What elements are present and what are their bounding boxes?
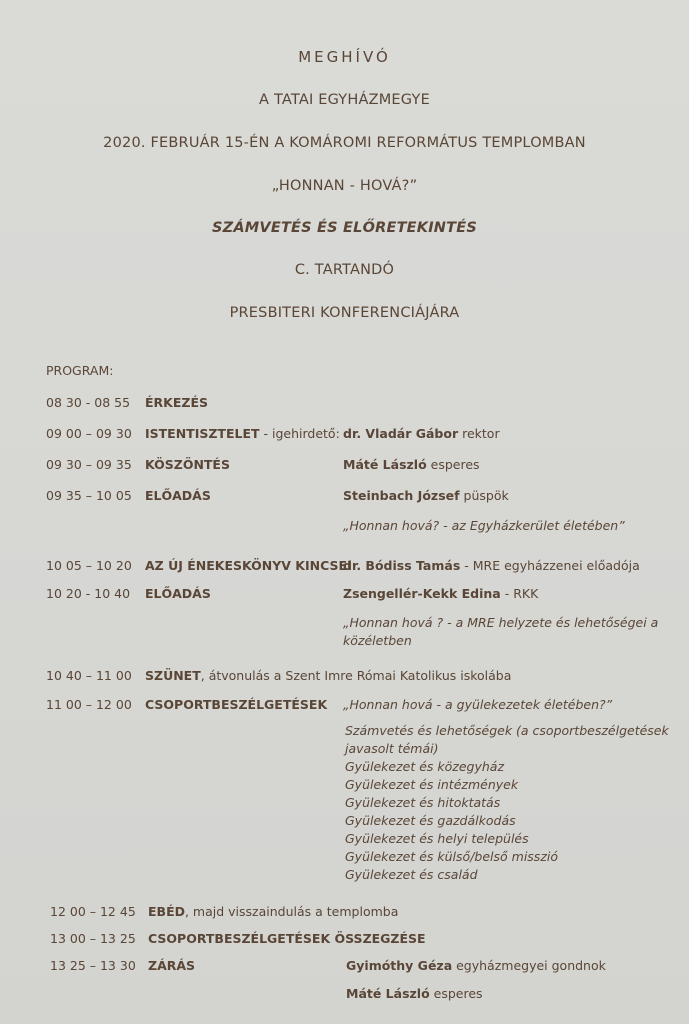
program-event: ÉRKEZÉS [145,395,208,410]
speaker-role: esperes [429,986,483,1001]
program-time: 12 00 – 12 45 [50,904,136,919]
program-event: ELŐADÁS [145,586,211,601]
speaker-name: Zsengellér-Kekk Edina [343,586,501,601]
header-line-2: 2020. FEBRUÁR 15-ÉN A KOMÁROMI REFORMÁTUS TEMPLOMBAN [103,135,586,151]
program-time: 09 30 – 09 35 [46,457,132,472]
program-event-suffix: - igehirdető: [259,426,340,441]
program-event [145,668,511,683]
conference-motto: „HONNAN - HOVÁ?” [271,178,418,194]
session-title: „Honnan hová - a gyülekezetek életében?” [343,697,613,712]
program-event: CSOPORTBESZÉLGETÉSEK [145,697,328,712]
program-time: 09 00 – 09 30 [46,426,132,441]
conference-subtitle: SZÁMVETÉS ÉS ELŐRETEKINTÉS [212,220,477,236]
header-line-6: PRESBITERI KONFERENCIÁJÁRA [229,305,460,321]
program-time: 11 00 – 12 00 [46,697,132,712]
program-label: PROGRAM: [46,363,114,378]
topic-item: Gyülekezet és helyi település [345,831,529,846]
speaker-role: püspök [459,488,509,503]
program-event-title: ISTENTISZTELET [145,426,260,441]
speaker-name: Máté László [343,457,427,472]
program-speaker [343,488,509,503]
group-topics [345,722,669,884]
speaker-name: Steinbach József [343,488,460,503]
program-time: 10 05 – 10 20 [46,558,132,573]
speaker-role: egyházmegyei gondnok [452,958,606,973]
invitation-title: MEGHÍVÓ [298,48,391,66]
topics-intro: Számvetés és lehetőségek (a csoportbeszélgetések [345,723,669,738]
header-line-5: C. TARTANDÓ [294,262,395,278]
lecture-title [343,614,658,650]
program-event [148,904,398,919]
speaker-role: rektor [458,426,500,441]
program-speaker [343,586,538,601]
lecture-title: „Honnan hová? - az Egyházkerület életében” [343,518,625,533]
program-time: 13 00 – 13 25 [50,931,136,946]
speaker-name: Gyimóthy Géza [346,958,453,973]
program-time: 10 20 - 10 40 [46,586,131,601]
program-event-title: SZÜNET [145,668,201,683]
lecture-title-line: „Honnan hová ? - a MRE helyzete és lehetőségei a [343,615,659,630]
program-time: 08 30 - 08 55 [46,395,131,410]
program-speaker [346,958,606,973]
speaker-name: dr. Bódiss Tamás [343,558,461,573]
topic-item: Gyülekezet és közegyház [345,759,505,774]
topic-item: Gyülekezet és gazdálkodás [345,813,516,828]
program-event: CSOPORTBESZÉLGETÉSEK ÖSSZEGZÉSE [148,931,426,946]
lecture-title-line: közéletben [343,633,412,648]
program-event: ELŐADÁS [145,488,211,503]
speaker-name: dr. Vladár Gábor [343,426,459,441]
program-time: 13 25 – 13 30 [50,958,136,973]
program-speaker [343,558,640,573]
program-event-suffix: , majd visszaindulás a templomba [184,904,399,919]
topics-intro: javasolt témái) [345,741,439,756]
speaker-role: esperes [426,457,480,472]
topic-item: Gyülekezet és intézmények [345,777,519,792]
topic-item: Gyülekezet és család [345,867,478,882]
topic-item: Gyülekezet és hitoktatás [345,795,501,810]
program-speaker [343,457,480,472]
program-speaker [346,986,483,1001]
program-event [145,426,340,441]
program-event-suffix: , átvonulás a Szent Imre Római Katolikus iskolába [200,668,512,683]
program-speaker [343,426,500,441]
program-event-title: EBÉD [148,904,185,919]
program-time: 10 40 – 11 00 [46,668,132,683]
program-event: KÖSZÖNTÉS [145,457,230,472]
topic-item: Gyülekezet és külső/belső misszió [345,849,558,864]
program-event: AZ ÚJ ÉNEKESKÖNYV KINCSEI [145,558,352,573]
program-time: 09 35 – 10 05 [46,488,132,503]
header-line-1: A TATAI EGYHÁZMEGYE [259,92,430,108]
speaker-role: - MRE egyházzenei előadója [460,558,640,573]
speaker-name: Máté László [346,986,430,1001]
speaker-role: - RKK [500,586,539,601]
program-event: ZÁRÁS [148,958,196,973]
